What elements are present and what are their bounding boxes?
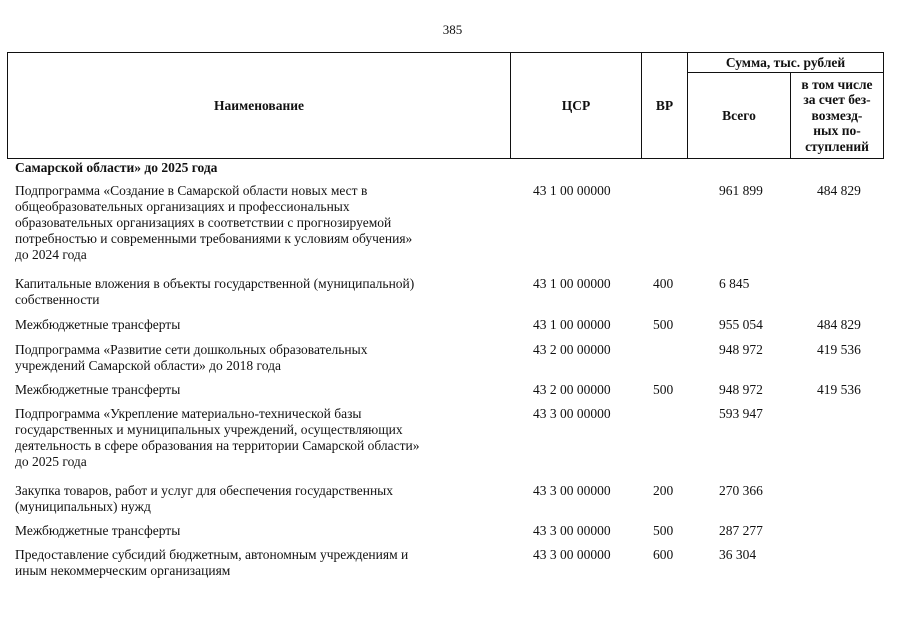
row-total: 36 304 xyxy=(719,547,757,562)
row-csr: 43 2 00 00000 xyxy=(533,382,611,397)
row-total: 287 277 xyxy=(719,523,763,538)
row-vr: 400 xyxy=(653,276,674,291)
page-number: 385 xyxy=(442,22,463,37)
row-name-line: общеобразовательных организациях и профессиональных xyxy=(15,199,350,214)
header-incl-line: за счет без- xyxy=(803,92,871,108)
row-total: 948 972 xyxy=(719,342,763,357)
row-total: 270 366 xyxy=(719,483,763,498)
row-name xyxy=(15,183,485,263)
header-incl xyxy=(791,73,884,159)
row-total: 961 899 xyxy=(719,183,763,198)
row-csr: 43 3 00 00000 xyxy=(533,523,611,538)
row-name-line: учреждений Самарской области» до 2018 года xyxy=(15,358,281,373)
table-header xyxy=(7,52,884,159)
header-sum: Сумма, тыс. рублей xyxy=(688,53,884,73)
header-vr: ВР xyxy=(642,53,688,159)
row-name-line: образовательных организациях в соответствии с прогнозируемой xyxy=(15,215,392,230)
row-name-line: Подпрограмма «Создание в Самарской области новых мест в xyxy=(15,183,368,198)
row-total: 955 054 xyxy=(719,317,763,332)
row-name xyxy=(15,406,485,470)
row-vr: 500 xyxy=(653,382,674,397)
row-total: 6 845 xyxy=(719,276,750,291)
row-name-line: до 2024 года xyxy=(15,247,87,262)
row-csr: 43 1 00 00000 xyxy=(533,317,611,332)
row-name-line: Подпрограмма «Развитие сети дошкольных образовательных xyxy=(15,342,368,357)
row-csr: 43 2 00 00000 xyxy=(533,342,611,357)
row-name-line: деятельность в сфере образования на территории Самарской области» xyxy=(15,438,420,453)
row-name xyxy=(15,523,485,539)
row-name-line: государственных и муниципальных учреждений, осуществляющих xyxy=(15,422,403,437)
row-name xyxy=(15,547,485,579)
row-total: 593 947 xyxy=(719,406,763,421)
header-csr: ЦСР xyxy=(511,53,642,159)
section-title: Самарской области» до 2025 года xyxy=(15,160,218,175)
row-incl: 419 536 xyxy=(817,382,861,397)
row-name-line: Закупка товаров, работ и услуг для обеспечения государственных xyxy=(15,483,394,498)
row-csr: 43 3 00 00000 xyxy=(533,483,611,498)
row-total: 948 972 xyxy=(719,382,763,397)
header-incl-line: возмезд- xyxy=(811,107,863,123)
row-vr: 600 xyxy=(653,547,674,562)
row-incl: 484 829 xyxy=(817,183,861,198)
header-total: Всего xyxy=(688,73,791,159)
row-vr: 500 xyxy=(653,317,674,332)
row-name-line: Межбюджетные трансферты xyxy=(15,382,181,397)
row-name xyxy=(15,342,485,374)
row-name-line: до 2025 года xyxy=(15,454,87,469)
header-incl-line: в том числе xyxy=(801,76,873,92)
row-name-line: Предоставление субсидий бюджетным, автономным учреждениям и xyxy=(15,547,409,562)
row-name-line: Капитальные вложения в объекты государственной (муниципальной) xyxy=(15,276,415,291)
row-name xyxy=(15,382,485,398)
row-name-line: Подпрограмма «Укрепление материально-технической базы xyxy=(15,406,362,421)
row-name xyxy=(15,317,485,333)
row-name-line: собственности xyxy=(15,292,100,307)
header-incl-line: ступлений xyxy=(805,138,869,154)
row-name-line: Межбюджетные трансферты xyxy=(15,523,181,538)
row-name xyxy=(15,483,485,515)
row-name-line: потребностью и современными требованиями к условиям обучения» xyxy=(15,231,413,246)
row-name-line: (муниципальных) нужд xyxy=(15,499,151,514)
row-csr: 43 1 00 00000 xyxy=(533,276,611,291)
row-name-line: иным некоммерческим организациям xyxy=(15,563,231,578)
row-name xyxy=(15,276,485,308)
row-incl: 419 536 xyxy=(817,342,861,357)
row-name-line: Межбюджетные трансферты xyxy=(15,317,181,332)
row-vr: 200 xyxy=(653,483,674,498)
header-incl-line: ных по- xyxy=(813,123,861,139)
row-vr: 500 xyxy=(653,523,674,538)
row-csr: 43 3 00 00000 xyxy=(533,406,611,421)
row-incl: 484 829 xyxy=(817,317,861,332)
row-csr: 43 3 00 00000 xyxy=(533,547,611,562)
row-csr: 43 1 00 00000 xyxy=(533,183,611,198)
header-name: Наименование xyxy=(8,53,511,159)
